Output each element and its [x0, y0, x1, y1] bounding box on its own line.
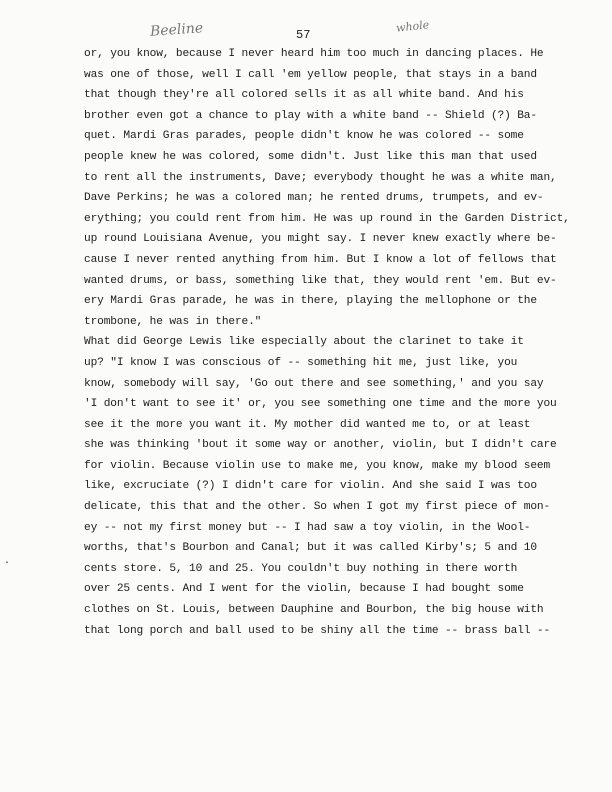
- handwritten-annotation-left: Beeline: [149, 20, 204, 40]
- text-line: like, excruciate (?) I didn't care for violin. And she said I was too: [84, 480, 537, 493]
- text-line: was one of those, well I call 'em yellow people, that stays in a band: [84, 68, 537, 81]
- text-line: wanted drums, or bass, something like that, they would rent 'em. But ev-: [84, 274, 557, 287]
- text-line: Dave Perkins; he was a colored man; he rented drums, trumpets, and ev-: [84, 192, 544, 205]
- handwritten-annotation-right: whole: [395, 18, 430, 35]
- text-line: for violin. Because violin use to make me, you know, make my blood seem: [84, 459, 551, 472]
- text-line: delicate, this that and the other. So when I got my first piece of mon-: [84, 501, 551, 514]
- text-line: to rent all the instruments, Dave; everybody thought he was a white man,: [84, 171, 557, 184]
- text-line: ery Mardi Gras parade, he was in there, playing the mellophone or the: [84, 295, 537, 308]
- text-line: quet. Mardi Gras parades, people didn't know he was colored -- some: [84, 130, 524, 143]
- text-line: brother even got a chance to play with a white band -- Shield (?) Ba-: [84, 109, 537, 122]
- text-line: worths, that's Bourbon and Canal; but it was called Kirby's; 5 and 10: [84, 542, 537, 555]
- text-line: cents store. 5, 10 and 25. You couldn't buy nothing in there worth: [84, 562, 518, 575]
- text-line: clothes on St. Louis, between Dauphine and Bourbon, the big house with: [84, 604, 544, 617]
- text-line: 'I don't want to see it' or, you see something one time and the more you: [84, 398, 557, 411]
- text-line: ey -- not my first money but -- I had saw a toy violin, in the Wool-: [84, 521, 531, 534]
- text-line: she was thinking 'bout it some way or another, violin, but I didn't care: [84, 439, 557, 452]
- text-line: up round Louisiana Avenue, you might say. I never knew exactly where be-: [84, 233, 557, 246]
- transcript-body: [84, 44, 570, 641]
- page-number: 57: [296, 28, 311, 42]
- text-line: What did George Lewis like especially about the clarinet to take it: [84, 336, 524, 349]
- text-line: over 25 cents. And I went for the violin, because I had bought some: [84, 583, 524, 596]
- text-line: erything; you could rent from him. He was up round in the Garden District,: [84, 212, 570, 225]
- text-line: people knew he was colored, some didn't. Just like this man that used: [84, 150, 537, 163]
- text-line: trombone, he was in there.": [84, 315, 262, 328]
- margin-mark: ·: [4, 558, 11, 569]
- text-line: that long porch and ball used to be shiny all the time -- brass ball --: [84, 624, 551, 637]
- text-line: know, somebody will say, 'Go out there and see something,' and you say: [84, 377, 544, 390]
- text-line: that though they're all colored sells it as all white band. And his: [84, 89, 524, 102]
- text-line: cause I never rented anything from him. But I know a lot of fellows that: [84, 253, 557, 266]
- text-line: or, you know, because I never heard him too much in dancing places. He: [84, 48, 544, 60]
- text-line: see it the more you want it. My mother did wanted me to, or at least: [84, 418, 531, 431]
- text-line: up? "I know I was conscious of -- something hit me, just like, you: [84, 356, 518, 369]
